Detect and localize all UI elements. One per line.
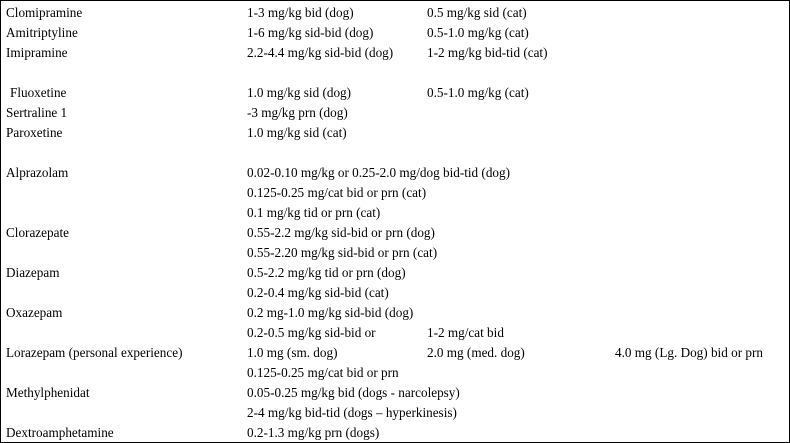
table-row (1, 263, 789, 283)
dose-text: 0.2-1.3 mg/kg prn (dogs) (247, 425, 380, 440)
drug-name: Lorazepam (personal experience) (6, 345, 183, 360)
drug-name: Fluoxetine (10, 85, 67, 100)
drug-name: Oxazepam (6, 305, 63, 320)
dose-text: 4.0 mg (Lg. Dog) bid or prn (615, 345, 763, 360)
drug-name: Imipramine (6, 45, 68, 60)
drug-name: Clorazepate (6, 225, 69, 240)
table-row (1, 423, 789, 443)
drug-name: Amitriptyline (6, 25, 78, 40)
dose-text: 0.1 mg/kg tid or prn (cat) (247, 205, 381, 220)
table-row (1, 23, 789, 43)
drug-name: Paroxetine (6, 125, 63, 140)
table-row (1, 283, 789, 303)
drug-name: Sertraline 1 (6, 105, 68, 120)
dose-text: 0.2 mg-1.0 mg/kg sid-bid (dog) (247, 305, 414, 320)
dose-text: 2.0 mg (med. dog) (427, 345, 525, 360)
table-row (1, 323, 789, 343)
dose-text: 0.5-1.0 mg/kg (cat) (427, 25, 529, 40)
table-row (1, 83, 789, 103)
dose-text: 0.5-1.0 mg/kg (cat) (427, 85, 529, 100)
table-row (1, 163, 789, 183)
dose-text: 0.02-0.10 mg/kg or 0.25-2.0 mg/dog bid-tid (dog) (247, 165, 510, 180)
dose-text: 2-4 mg/kg bid-tid (dogs – hyperkinesis) (247, 405, 457, 420)
dose-text: 0.55-2.2 mg/kg sid-bid or prn (dog) (247, 225, 435, 240)
table-row (1, 223, 789, 243)
dose-text: 1-3 mg/kg bid (dog) (247, 5, 354, 20)
dose-text: -3 mg/kg prn (dog) (247, 105, 348, 120)
dose-text: 1.0 mg/kg sid (cat) (247, 125, 347, 140)
dose-text: 1-2 mg/kg bid-tid (cat) (427, 45, 548, 60)
table-row (1, 363, 789, 383)
drug-name: Alprazolam (6, 165, 69, 180)
table-row (1, 403, 789, 423)
table-row (1, 103, 789, 123)
drug-name: Methylphenidat (6, 385, 90, 400)
dose-text: 0.5 mg/kg sid (cat) (427, 5, 527, 20)
dose-text: 0.2-0.4 mg/kg sid-bid (cat) (247, 285, 389, 300)
dose-text: 1-6 mg/kg sid-bid (dog) (247, 25, 374, 40)
dose-text: 0.2-0.5 mg/kg sid-bid or (247, 325, 376, 340)
drug-name: Dextroamphetamine (6, 425, 114, 440)
dose-text: 0.125-0.25 mg/cat bid or prn (247, 365, 399, 380)
drug-name: Clomipramine (6, 5, 83, 20)
dose-text: 1.0 mg (sm. dog) (247, 345, 338, 360)
dose-text: 0.55-2.20 mg/kg sid-bid or prn (cat) (247, 245, 438, 260)
table-row (1, 203, 789, 223)
dose-text: 0.05-0.25 mg/kg bid (dogs - narcolepsy) (247, 385, 460, 400)
table-row (1, 383, 789, 403)
table-row (1, 3, 789, 23)
table-row (1, 123, 789, 143)
dose-text: 0.125-0.25 mg/cat bid or prn (cat) (247, 185, 427, 200)
dose-text: 1.0 mg/kg sid (dog) (247, 85, 352, 100)
dose-text: 1-2 mg/cat bid (427, 325, 504, 340)
dose-text: 0.5-2.2 mg/kg tid or prn (dog) (247, 265, 406, 280)
drug-name: Diazepam (6, 265, 60, 280)
table-row (1, 343, 789, 363)
table-row (1, 303, 789, 323)
table-row (1, 243, 789, 263)
table-row (1, 43, 789, 63)
table-row (1, 183, 789, 203)
dose-text: 2.2-4.4 mg/kg sid-bid (dog) (247, 45, 394, 60)
